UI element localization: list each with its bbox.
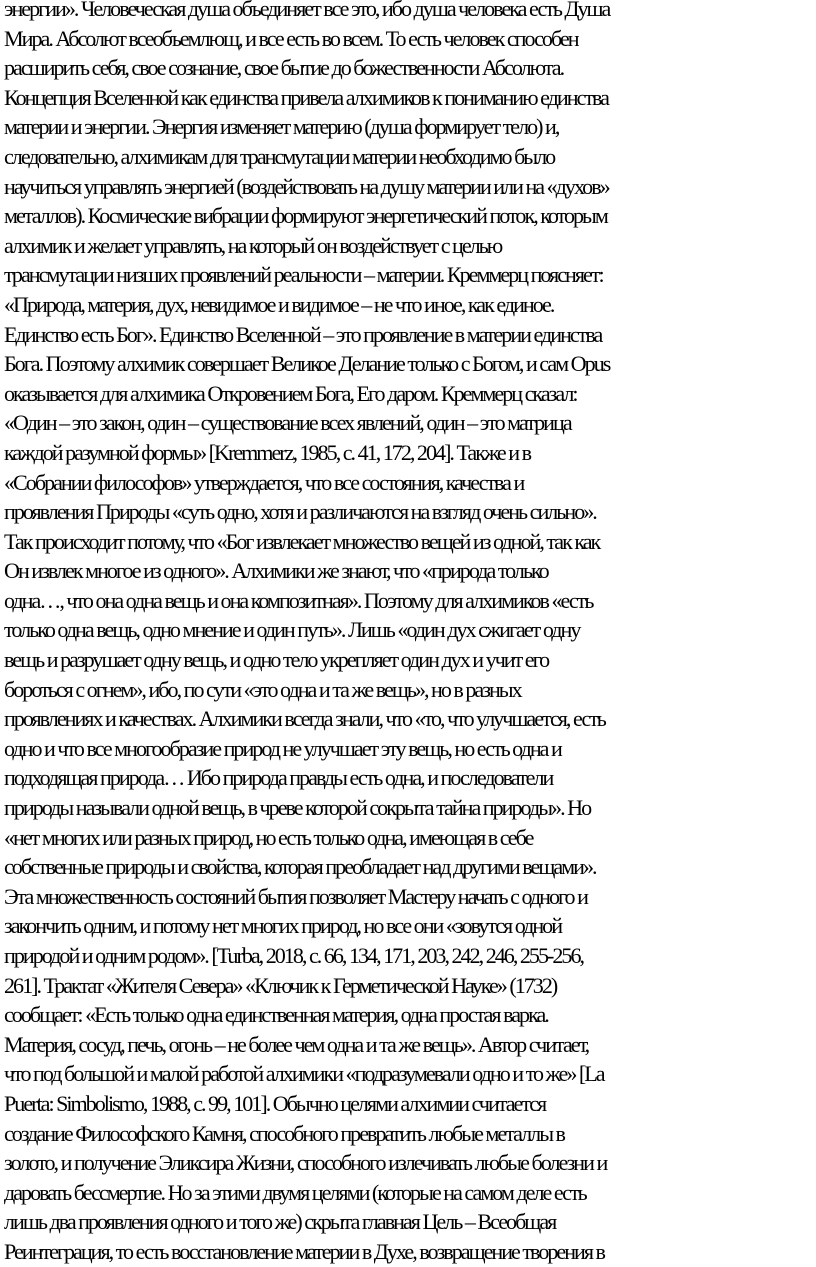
body-text: [4, 0, 816, 1267]
text-line: следовательно, алхимикам для трансмутации материи необходимо было: [4, 143, 555, 169]
text-line: Материя, сосуд, печь, огонь – не более чем одна и та же вещь». Автор считает,: [4, 1031, 589, 1057]
text-line: проявления Природы «суть одно, хотя и различаются на взгляд очень сильно».: [4, 499, 596, 525]
text-line: каждой разумной формы» [Kremmerz, 1985, с. 41, 172, 204]. Также и в: [4, 439, 531, 465]
text-line: одна…, что она одна вещь и она композитная». Поэтому для алхимиков «есть: [4, 587, 593, 613]
text-line: расширить себя, свое сознание, свое бытие до божественности Абсолюта.: [4, 55, 564, 81]
text-line: лишь два проявления одного и того же) скрыта главная Цель – Всеобщая: [4, 1209, 556, 1235]
text-line: Мира. Абсолют всеобъемлющ, и все есть во всем. То есть человек способен: [4, 25, 578, 51]
text-line: сообщает: «Есть только одна единственная материя, одна простая варка.: [4, 1002, 548, 1028]
text-line: только одна вещь, одно мнение и один путь». Лишь «один дух сжигает одну: [4, 617, 580, 643]
text-line: проявлениях и качествах. Алхимики всегда знали, что «то, что улучшается, есть: [4, 706, 605, 732]
text-line: алхимик и желает управлять, на который он воздействует с целью: [4, 232, 502, 258]
text-line: металлов). Космические вибрации формируют энергетический поток, которым: [4, 203, 607, 229]
text-line: «Природа, материя, дух, невидимое и видимое – не что иное, как единое.: [4, 291, 554, 317]
text-line: Он извлек многое из одного». Алхимики же знают, что «природа только: [4, 558, 548, 584]
text-line: природой и одним родом». [Turba, 2018, с. 66, 134, 171, 203, 242, 246, 255-256,: [4, 943, 584, 968]
text-line: одно и что все многообразие природ не улучшает эту вещь, но есть одна и: [4, 735, 561, 761]
text-line: «Собрании философов» утверждается, что все состояния, качества и: [4, 469, 524, 495]
text-line: вещь и разрушает одну вещь, и одно тело укрепляет один дух и учит его: [4, 647, 549, 673]
text-line: Единство есть Бог». Единство Вселенной – это проявление в материи единства: [4, 321, 602, 347]
text-line: природы называли одной вещь, в чреве которой сокрыта тайна природы». Но: [4, 795, 591, 821]
text-line: Бога. Поэтому алхимик совершает Великое Делание только с Богом, и сам Opus: [4, 351, 610, 377]
text-line: научиться управлять энергией (воздействовать на душу материи или на «духов»: [4, 173, 609, 199]
text-line: бороться с огнем», ибо, по сути «это одна и та же вещь», но в разных: [4, 676, 521, 702]
text-line: Так происходит потому, что «Бог извлекает множество вещей из одной, так как: [4, 528, 600, 554]
text-line: Эта множественность состояний бытия позволяет Мастеру начать с одного и: [4, 883, 587, 909]
text-line: Реинтеграция, то есть восстановление материи в Духе, возвращение творения в: [4, 1238, 604, 1264]
text-line: материи и энергии. Энергия изменяет материю (душа формирует тело) и,: [4, 114, 559, 140]
text-line: Концепция Вселенной как единства привела алхимиков к пониманию единства: [4, 84, 608, 110]
text-line: Puerta: Simbolismo, 1988, с. 99, 101]. Обычно целями алхимии считается: [4, 1090, 546, 1116]
text-line: закончить одним, и потому нет многих природ, но все они «зовутся одной: [4, 913, 562, 939]
text-line: 261]. Трактат «Жителя Севера» «Ключик к Герметической Науке» (1732): [4, 972, 557, 998]
text-line: создание Философского Камня, способного превратить любые металлы в: [4, 1120, 564, 1146]
text-line: что под большой и малой работой алхимики «подразумевали одно и то же» [La: [4, 1061, 604, 1087]
text-line: подходящая природа… Ибо природа правды есть одна, и последователи: [4, 765, 553, 791]
text-line: «нет многих или разных природ, но есть только одна, имеющая в себе: [4, 824, 533, 850]
text-line: трансмутации низших проявлений реальности – материи. Креммерц поясняет:: [4, 262, 603, 288]
text-line: золото, и получение Эликсира Жизни, способного излечивать любые болезни и: [4, 1150, 607, 1176]
text-line: энергии». Человеческая душа объединяет все это, ибо душа человека есть Душа: [4, 0, 610, 21]
text-line: оказывается для алхимика Откровением Бога, Его даром. Креммерц сказал:: [4, 380, 577, 406]
text-line: собственные природы и свойства, которая преобладает над другими вещами».: [4, 854, 596, 880]
text-line: «Один – это закон, один – существование всех явлений, один – это матрица: [4, 410, 571, 436]
text-line: даровать бессмертие. Но за этими двумя целями (которые на самом деле есть: [4, 1179, 586, 1205]
